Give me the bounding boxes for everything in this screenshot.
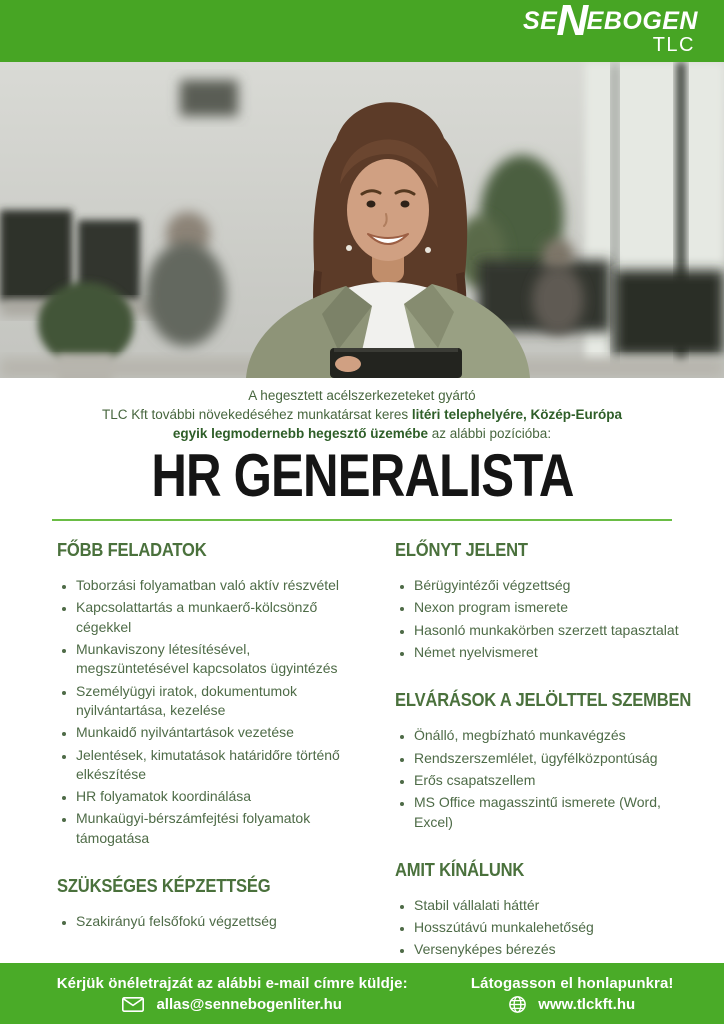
list-item: • MS Office magasszintű ismerete (Word, Excel) <box>414 793 687 832</box>
list-item: • Munkaügyi-bérszámfejtési folyamatok támogatása <box>76 809 361 848</box>
list-item: • Versenyképes bérezés <box>414 940 687 959</box>
content-columns <box>57 540 692 1010</box>
intro-line-3-regular: az alábbi pozícióba: <box>427 426 552 442</box>
section-elvarasok <box>395 690 692 832</box>
globe-icon <box>509 996 526 1013</box>
section-heading <box>395 540 687 561</box>
footer-website-block <box>434 975 724 1013</box>
footer-email-block <box>0 975 434 1013</box>
intro-line-2-bold: litéri telephelyére, Közép-Európa <box>411 407 622 423</box>
intro-line-1 <box>30 386 694 405</box>
intro-line-2-regular: TLC Kft további növekedéséhez munkatársat keres <box>102 407 412 423</box>
section-heading-text: ELVÁRÁSOK A JELÖLTTEL SZEMBEN <box>395 690 692 711</box>
section-szukseges-kepzettseg <box>57 876 361 931</box>
section-fobb-feladatok <box>57 540 361 848</box>
list-item: • Bérügyintézői végzettség <box>414 576 687 595</box>
sennebogen-logo <box>523 0 724 56</box>
section-heading <box>57 540 361 561</box>
intro-line-3-bold: egyik legmodernebb hegesztő üzemébe <box>172 426 428 442</box>
list-item: • Munkaidő nyilvántartások vezetése <box>76 723 361 742</box>
hero-photo <box>0 62 724 378</box>
list-item: • Hasonló munkakörben szerzett tapasztalat <box>414 621 687 640</box>
list-item: • Rendszerszemlélet, ügyfélközpontúság <box>414 749 687 768</box>
list-item: • HR folyamatok koordinálása <box>76 787 361 806</box>
envelope-icon <box>122 997 144 1012</box>
section-heading-text: SZÜKSÉGES KÉPZETTSÉG <box>57 876 271 897</box>
page-title-text: HR GENERALISTA <box>150 442 574 509</box>
list-item: • Toborzási folyamatban való aktív részvétel <box>76 576 361 595</box>
logo-text-post: EBOGEN <box>586 7 698 35</box>
bullet-list <box>57 912 361 931</box>
footer-email-title: Kérjük önéletrajzát az alábbi e-mail címre küldje: <box>56 974 408 992</box>
bullet-list <box>395 576 687 662</box>
list-item: • Erős csapatszellem <box>414 771 687 790</box>
bullet-list <box>57 576 361 848</box>
email-link[interactable]: allas@sennebogenliter.hu <box>156 995 342 1013</box>
list-item: • Szakirányú felsőfokú végzettség <box>76 912 361 931</box>
footer-website-title: Látogasson el honlapunkra! <box>470 974 674 992</box>
footer-bar <box>0 963 724 1024</box>
intro-line-2 <box>30 405 694 424</box>
intro-text <box>30 386 694 443</box>
footer-website-row <box>509 996 635 1013</box>
website-link[interactable]: www.tlckft.hu <box>538 995 636 1013</box>
list-item: • Munkaviszony létesítésével, megszüntetésével kapcsolatos ügyintézés <box>76 640 361 679</box>
bullet-list <box>395 726 687 832</box>
section-heading <box>395 690 692 711</box>
list-item: • Nexon program ismerete <box>414 598 687 617</box>
header-bar <box>0 0 724 62</box>
title-divider <box>52 519 672 521</box>
list-item: • Személyügyi iratok, dokumentumok nyilvántartása, kezelése <box>76 682 361 721</box>
logo-text-pre: SE <box>523 7 558 35</box>
logo-wordmark: SENEBOGEN <box>523 0 698 46</box>
column-right <box>395 540 692 1010</box>
section-elonyt-jelent <box>395 540 687 662</box>
list-item: • Kapcsolattartás a munkaerő-kölcsönző cégekkel <box>76 598 361 637</box>
section-heading <box>57 876 361 897</box>
list-item: • Stabil vállalati háttér <box>414 896 687 915</box>
list-item: • Önálló, megbízható munkavégzés <box>414 726 687 745</box>
section-heading-text: AMIT KÍNÁLUNK <box>395 859 525 880</box>
section-heading-text: ELŐNYT JELENT <box>395 540 528 560</box>
list-item: • Német nyelvismeret <box>414 643 687 662</box>
section-heading-text: FŐBB FELADATOK <box>57 540 207 560</box>
intro-line-1-text: A hegesztett acélszerkezeteket gyártó <box>248 388 476 403</box>
office-woman-illustration <box>0 62 724 378</box>
column-left <box>57 540 361 1010</box>
footer-email-row <box>122 996 342 1013</box>
logo-subtitle: TLC <box>652 34 695 56</box>
list-item: • Hosszútávú munkalehetőség <box>414 918 687 937</box>
list-item: • Jelentések, kimutatások határidőre történő elkészítése <box>76 746 361 785</box>
page-title <box>0 444 724 507</box>
intro-line-3 <box>30 424 694 443</box>
section-heading <box>395 860 687 881</box>
